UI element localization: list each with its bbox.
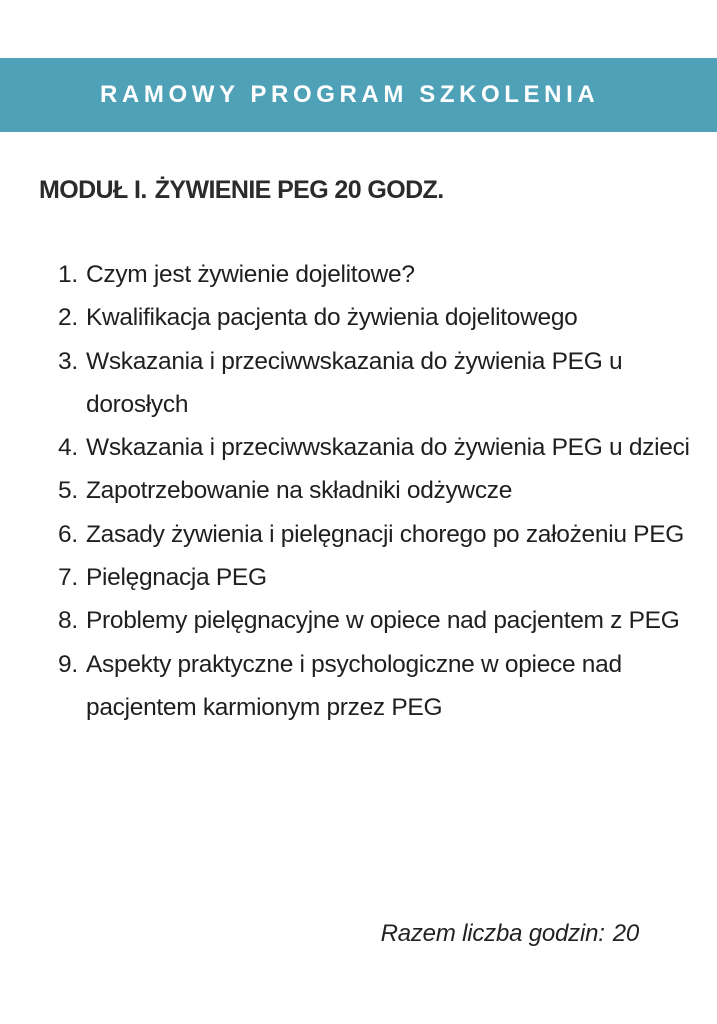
list-item-text: Zasady żywienia i pielęgnacji chorego po założeniu PEG [86,520,685,548]
list-item [58,253,698,296]
list-item-number: 5. [58,477,78,505]
list-item [58,296,698,339]
list-item [58,643,698,730]
module-title: ŻYWIENIE PEG 20 GODZ. [154,176,444,204]
list-item-number: 1. [58,261,78,288]
list-item-text: Kwalifikacja pacjenta do żywienia dojelitowego [86,304,578,332]
list-item-text: Pielęgnacja PEG [86,564,267,592]
list-item-text: Wskazania i przeciwwskazania do żywienia PEG u dzieci [86,434,690,462]
topic-list [58,253,698,729]
list-item [58,556,698,599]
list-item-number: 2. [58,304,78,332]
list-item [58,513,698,556]
list-item-number: 6. [58,520,78,548]
list-item-number: 7. [58,564,78,592]
list-item-text: Aspekty praktyczne i psychologiczne w opiece nad pacjentem karmionym przez PEG [86,650,622,721]
list-item [58,469,698,512]
list-item-text: Czym jest żywienie dojelitowe? [86,261,415,288]
module-number: MODUŁ I. [39,176,147,204]
header-banner [0,58,717,132]
list-item [58,599,698,642]
list-item-text: Problemy pielęgnacyjne w opiece nad pacjentem z PEG [86,607,680,635]
module-heading [39,176,444,205]
total-hours [381,920,639,948]
list-item-number: 9. [58,650,78,678]
page-title: RAMOWY PROGRAM SZKOLENIA [100,81,600,108]
list-item-number: 4. [58,434,78,462]
total-hours-value: 20 [612,920,639,947]
list-item-text: Zapotrzebowanie na składniki odżywcze [86,477,513,505]
list-item [58,426,698,469]
list-item-number: 8. [58,607,78,635]
list-item-text: Wskazania i przeciwwskazania do żywienia PEG u dorosłych [86,347,623,418]
list-item-number: 3. [58,347,78,375]
list-item [58,340,698,427]
total-hours-label: Razem liczba godzin: [380,920,605,947]
